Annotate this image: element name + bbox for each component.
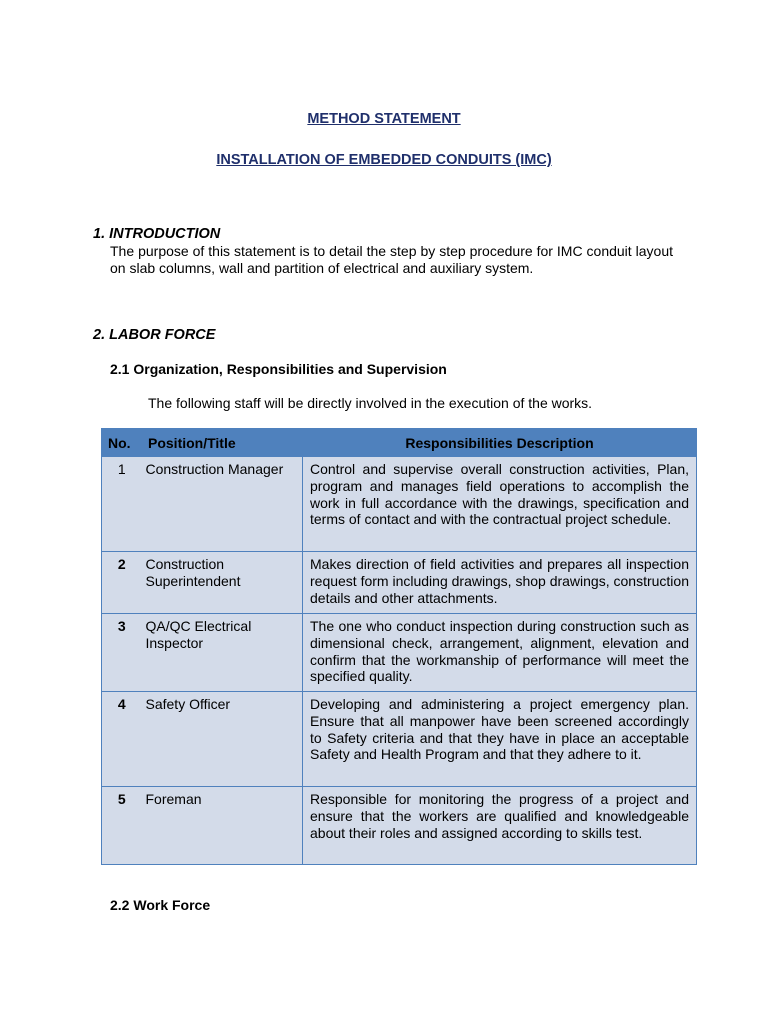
row-description: Makes direction of field activities and prepares all inspection request form including drawings, shop drawings, construction details and other attachments. — [303, 552, 697, 614]
row-position: Construction Manager — [142, 457, 303, 552]
table-row — [102, 787, 697, 865]
row-number: 1 — [102, 457, 142, 552]
table-row — [102, 692, 697, 787]
column-header-description: Responsibilities Description — [303, 429, 697, 457]
section-heading-labor-force: 2. LABOR FORCE — [93, 327, 216, 343]
row-position: QA/QC Electrical Inspector — [142, 614, 303, 692]
row-position: Construction Superintendent — [142, 552, 303, 614]
document-subtitle: INSTALLATION OF EMBEDDED CONDUITS (IMC) — [216, 152, 552, 168]
subsection-heading-organization: 2.1 Organization, Responsibilities and Supervision — [110, 361, 447, 377]
row-number: 3 — [102, 614, 142, 692]
subsection-heading-work-force: 2.2 Work Force — [110, 897, 211, 913]
staff-table — [101, 428, 697, 865]
row-position: Foreman — [142, 787, 303, 865]
row-description: Responsible for monitoring the progress of a project and ensure that the workers are qualified and knowledgeable about their roles and assigned according to skills test. — [303, 787, 697, 865]
row-number: 5 — [102, 787, 142, 865]
staff-intro-text: The following staff will be directly involved in the execution of the works. — [148, 395, 593, 411]
row-description: The one who conduct inspection during construction such as dimensional check, arrangement, alignment, elevation and confirm that the workmanship of performance will meet the specified quality. — [303, 614, 697, 692]
table-row — [102, 614, 697, 692]
row-position: Safety Officer — [142, 692, 303, 787]
column-header-no: No. — [102, 429, 142, 457]
row-number: 2 — [102, 552, 142, 614]
introduction-text: The purpose of this statement is to detail the step by step procedure for IMC conduit layout on slab columns, wall and partition of electrical and auxiliary system. — [110, 243, 673, 276]
section-heading-introduction: 1. INTRODUCTION — [93, 226, 221, 242]
row-description: Control and supervise overall construction activities, Plan, program and manages field operations to accomplish the work in full accordance with the drawings, specification and terms of contact and with the contractual project schedule. — [303, 457, 697, 552]
row-number: 4 — [102, 692, 142, 787]
column-header-position: Position/Title — [142, 429, 303, 457]
row-description: Developing and administering a project emergency plan. Ensure that all manpower have been screened accordingly to Safety criteria and that they have in place an acceptable Safety and Health Program and that they adhere to it. — [303, 692, 697, 787]
table-header-row — [102, 429, 697, 457]
document-title: METHOD STATEMENT — [307, 111, 461, 127]
table-row — [102, 457, 697, 552]
table-row — [102, 552, 697, 614]
